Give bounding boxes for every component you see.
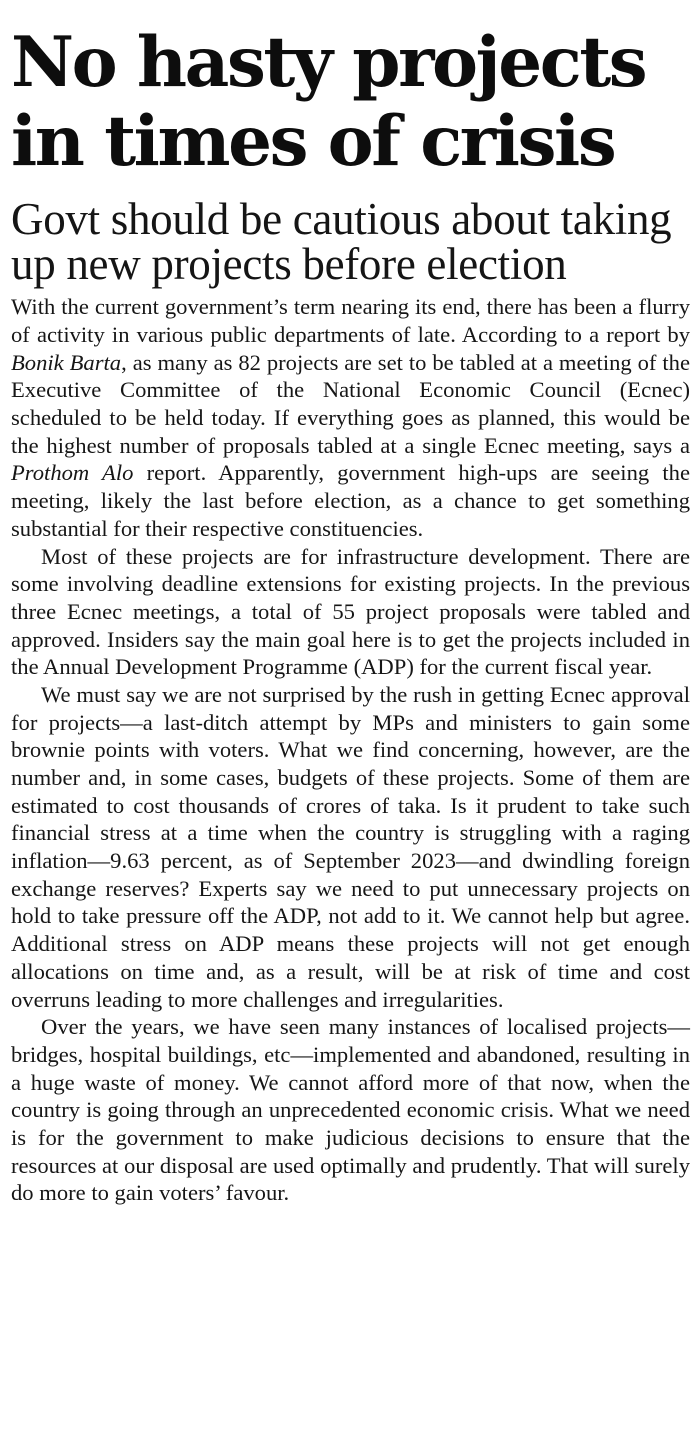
paragraph-2: Most of these projects are for infrastructure development. There are some involving deadline extensions for existing projects. In the previous three Ecnec meetings, a total of 55 project proposals were tabled and approved. Insiders say the main goal here is to get the projects included in the Annual Development Programme (ADP) for the current fiscal year. [11, 543, 690, 680]
subheadline: Govt should be cautious about taking up new projects before election [11, 194, 672, 290]
paragraph-1-part-2: , as many as 82 projects are set to be tabled at a meeting of the Executive Committee of the National Economic Council (Ecnec) scheduled to be held today. If everything goes as planned, this would be the highest number of proposals tabled at a single Ecnec meeting, says a [11, 349, 690, 458]
paragraph-1-part-1: With the current government’s term nearing its end, there has been a flurry of activity in various public departments of late. According to a report by [11, 294, 690, 347]
paragraph-4: Over the years, we have seen many instances of localised projects—bridges, hospital buildings, etc—implemented and abandoned, resulting in a huge waste of money. We cannot afford more of that now, when the country is going through an unprecedented economic crisis. What we need is for the government to make judicious decisions to ensure that the resources at our disposal are used optimally and prudently. That will surely do more to gain voters’ favour. [11, 1014, 690, 1206]
source-bonik-barta: Bonik Barta [11, 349, 122, 375]
headline: No hasty projects in times of crisis [11, 22, 646, 182]
source-prothom-alo: Prothom Alo [11, 460, 134, 486]
paragraph-3: We must say we are not surprised by the rush in getting Ecnec approval for projects—a last-ditch attempt by MPs and ministers to gain some brownie points with voters. What we find concerning, however, are the number and, in some cases, budgets of these projects. Some of them are estimated to cost thousands of crores of taka. Is it prudent to take such financial stress at a time when the country is struggling with a raging inflation—9.63 percent, as of September 2023—and dwindling foreign exchange reserves? Experts say we need to put unnecessary projects on hold to take pressure off the ADP, not add to it. We cannot help but agree. Additional stress on ADP means these projects will not get enough allocations on time and, as a result, will be at risk of time and cost overruns leading to more challenges and irregularities. [11, 681, 690, 1012]
paragraph-1 [11, 293, 690, 542]
paragraph-1-part-3: report. Apparently, government high-ups are seeing the meeting, likely the last before election, as a chance to get something substantial for their respective constituencies. [11, 460, 690, 541]
article-body [11, 293, 690, 1207]
